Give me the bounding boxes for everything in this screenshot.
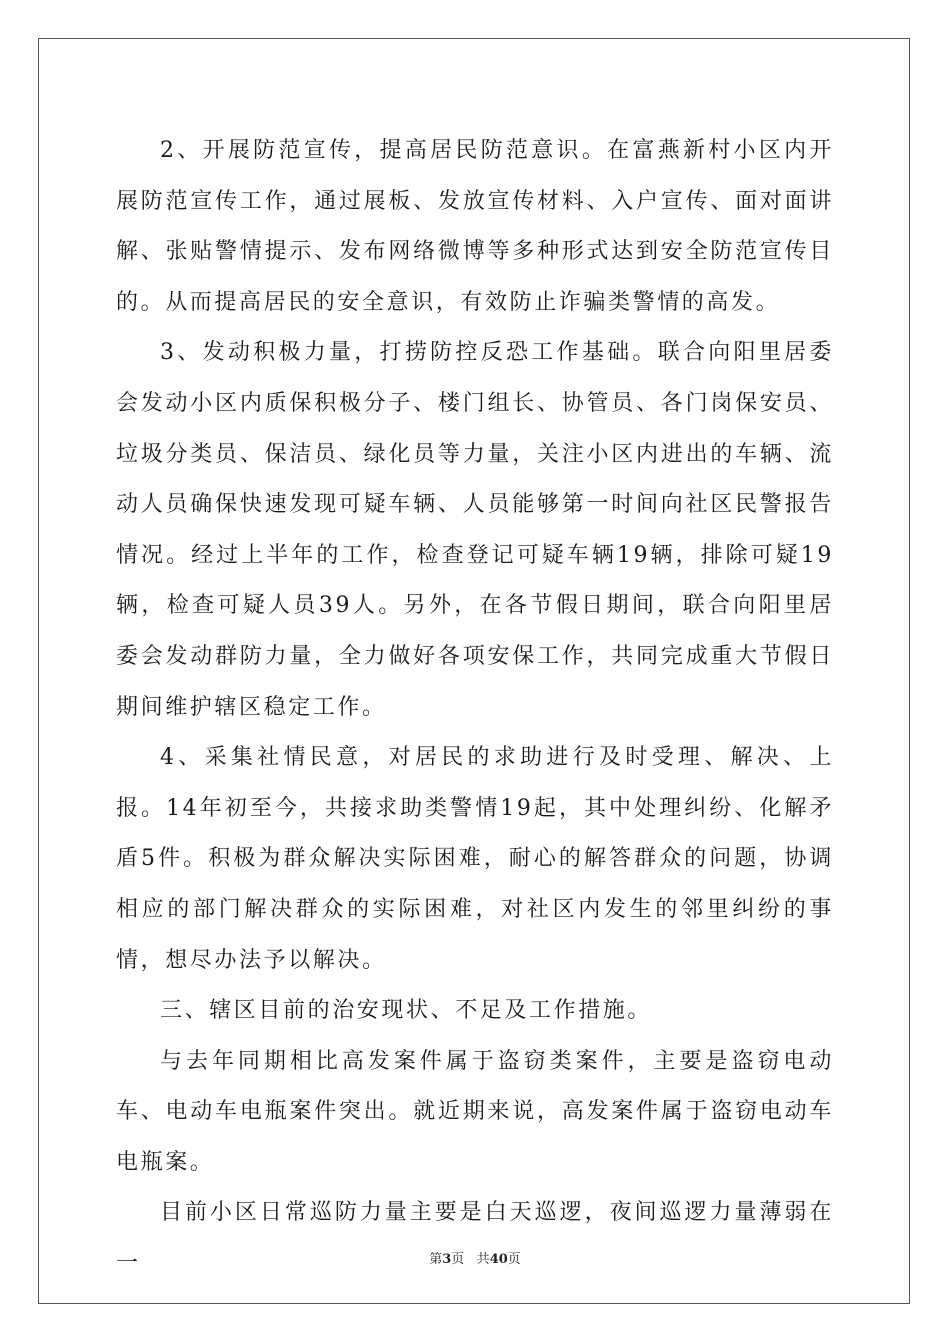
section-heading: 三、辖区目前的治安现状、不足及工作措施。	[160, 998, 653, 1024]
paragraph: 2、开展防范宣传，提高居民防范意识。在富燕新村小区内开展防范宣传工作，通过展板、发放宣传材料、入户宣传、面对面讲解、张贴警情提示、发布网络微博等多种形式达到安全防范宣传目的。从而提高居民的安全意识，有效防止诈骗类警情的高发。	[116, 138, 834, 315]
paragraph: 与去年同期相比高发案件属于盗窃类案件，主要是盗窃电动车、电动车电瓶案件突出。就近期来说，高发案件属于盗窃电动车电瓶案。	[116, 1048, 834, 1175]
page-suffix: 页	[451, 1252, 465, 1267]
page-number: 3	[442, 1252, 452, 1267]
page-footer	[0, 1248, 950, 1267]
page-prefix: 第	[429, 1252, 443, 1267]
total-prefix: 共	[476, 1252, 490, 1267]
total-pages: 40	[489, 1252, 508, 1267]
document-body	[116, 126, 834, 1290]
paragraph: 3、发动积极力量，打捞防控反恐工作基础。联合向阳里居委会发动小区内质保积极分子、楼门组长、协管员、各门岗保安员、垃圾分类员、保洁员、绿化员等力量，关注小区内进出的车辆、流动人员确保快速发现可疑车辆、人员能够第一时间向社区民警报告情况。经过上半年的工作，检查登记可疑车辆19辆，排除可疑19辆，检查可疑人员39人。另外，在各节假日期间，联合向阳里居委会发动群防力量，全力做好各项安保工作，共同完成重大节假日期间维护辖区稳定工作。	[116, 340, 834, 720]
paragraph: 目前小区日常巡防力量主要是白天巡逻，夜间巡逻力量薄弱在一	[116, 1200, 834, 1277]
total-suffix: 页	[507, 1252, 521, 1267]
paragraph: 4、采集社情民意，对居民的求助进行及时受理、解决、上报。14年初至今，共接求助类警情19起，其中处理纠纷、化解矛盾5件。积极为群众解决实际困难，耐心的解答群众的问题，协调相应的部门解决群众的实际困难，对社区内发生的邻里纠纷的事情，想尽办法予以解决。	[116, 745, 834, 973]
